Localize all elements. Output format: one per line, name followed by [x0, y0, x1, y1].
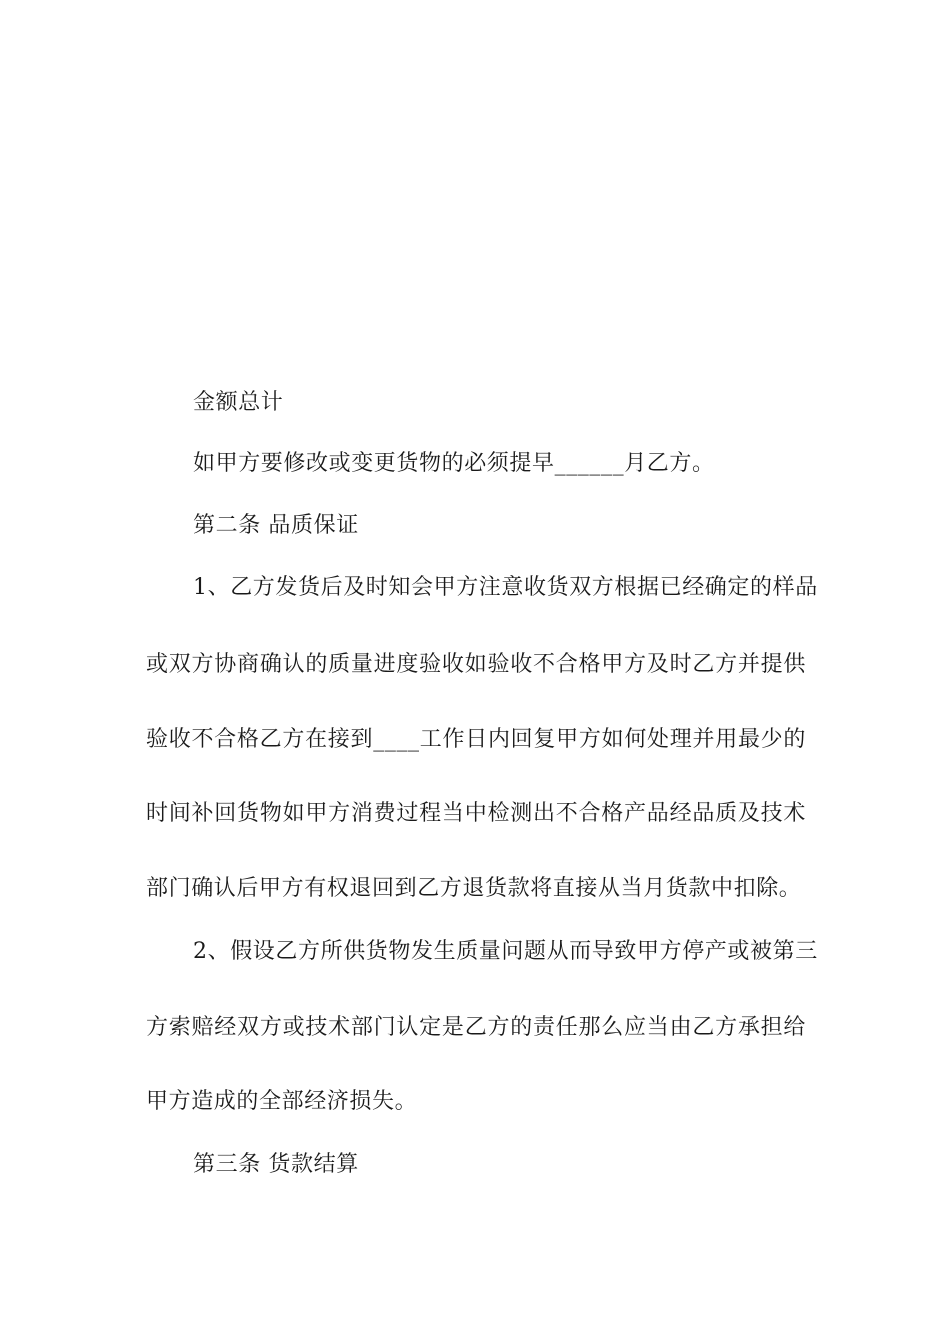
- amount-total-line: 金额总计: [193, 390, 284, 415]
- paragraph-line: 验收不合格乙方在接到____工作日内回复甲方如何处理并用最少的: [146, 727, 806, 752]
- paragraph-line: 或双方协商确认的质量进度验收如验收不合格甲方及时乙方并提供: [146, 652, 806, 677]
- article-three-heading: 第三条 货款结算: [193, 1152, 359, 1177]
- paragraph-line: 时间补回货物如甲方消费过程当中检测出不合格产品经品质及技术: [146, 801, 806, 826]
- article-two-heading: 第二条 品质保证: [193, 513, 359, 538]
- paragraph-line: 部门确认后甲方有权退回到乙方退货款将直接从当月货款中扣除。: [146, 876, 802, 901]
- paragraph-line: 1、乙方发货后及时知会甲方注意收货双方根据已经确定的样品: [193, 575, 818, 600]
- modification-notice-line: 如甲方要修改或变更货物的必须提早______月乙方。: [193, 451, 715, 476]
- paragraph-line: 2、假设乙方所供货物发生质量问题从而导致甲方停产或被第三: [193, 939, 818, 964]
- paragraph-line: 方索赔经双方或技术部门认定是乙方的责任那么应当由乙方承担给: [146, 1015, 806, 1040]
- paragraph-line: 甲方造成的全部经济损失。: [146, 1089, 418, 1114]
